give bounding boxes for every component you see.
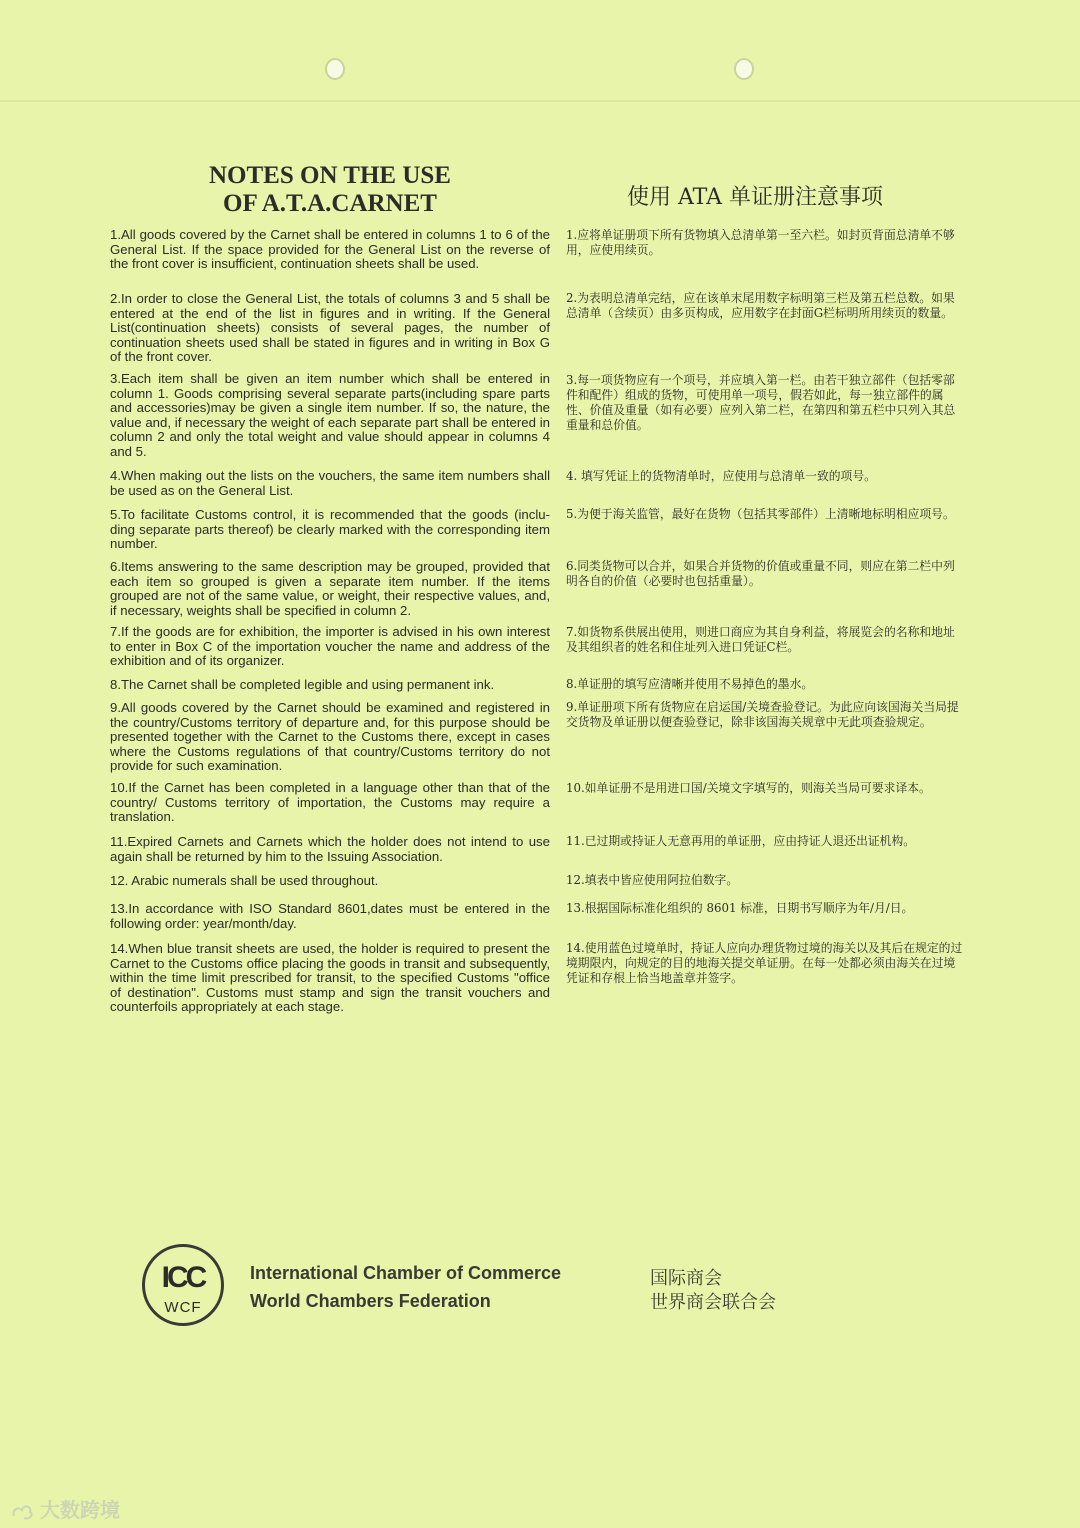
note-en-6: 6.Items answering to the same description may be grouped, provided that each item so grouped is given a separate item number. If the items grouped are not of the same value, or weight, their respective values, and, if necessary, weights shall be specified in column 2.: [110, 559, 550, 618]
note-cn-3: 3.每一项货物应有一个项号，并应填入第一栏。由若干独立部件（包括零部件和配件）组成的货物，可使用单一项号，假若如此，每一独立部件的属性、价值及重量（如有必要）应列入第二栏，在第四和第五栏中只列入其总重量和总价值。: [566, 373, 956, 432]
note-en-1: 1.All goods covered by the Carnet shall be entered in columns 1 to 6 of the General List. If the space provided for the General List on the reverse of the front cover is insufficient, continuation sheets shall be used.: [110, 227, 550, 272]
note-cn-12: 12.填表中皆应使用阿拉伯数字。: [566, 873, 739, 887]
org-name-en-2: World Chambers Federation: [250, 1291, 491, 1311]
logo-wcf-text: WCF: [164, 1299, 202, 1316]
note-cn-6: 6.同类货物可以合并，如果合并货物的价值或重量不同，则应在第二栏中列明各自的价值（必要时也包括重量）。: [566, 559, 955, 588]
note-cn-11: 11.已过期或持证人无意再用的单证册，应由持证人退还出证机构。: [566, 834, 916, 848]
note-cn-4: 4. 填写凭证上的货物清单时，应使用与总清单一致的项号。: [566, 469, 876, 483]
note-cn-7: 7.如货物系供展出使用，则进口商应为其自身利益，将展览会的名称和地址及其组织者的姓名和住址列入进口凭证C栏。: [566, 625, 955, 654]
note-cn-5: 5.为便于海关监管，最好在货物（包括其零部件）上清晰地标明相应项号。: [566, 507, 955, 521]
note-cn-13: 13.根据国际标准化组织的 8601 标准，日期书写顺序为年/月/日。: [566, 901, 914, 915]
title-en-line-1: NOTES ON THE USE: [209, 162, 451, 189]
title-cn: 使用 ATA 单证册注意事项: [626, 185, 884, 210]
note-cn-14: 14.使用蓝色过境单时，持证人应向办理货物过境的海关以及其后在规定的过境期限内，向规定的目的地海关提交单证册。在每一处都必须由海关在过境凭证和存根上恰当地盖章并签字。: [566, 941, 963, 985]
watermark: [10, 1494, 120, 1523]
watermark-logo-icon: [10, 1502, 36, 1522]
punch-hole-right: [734, 58, 754, 80]
org-name-en-1: International Chamber of Commerce: [250, 1263, 562, 1283]
logo-icc-text: ICC: [161, 1261, 205, 1294]
note-en-5: 5.To facilitate Customs control, it is recommended that the goods (inclu-ding separate parts thereof) be clearly marked with the corresponding item number.: [110, 507, 550, 552]
note-cn-10: 10.如单证册不是用进口国/关境文字填写的，则海关当局可要求译本。: [566, 781, 931, 795]
punch-hole-left: [325, 58, 345, 80]
note-en-11: 11.Expired Carnets and Carnets which the holder does not intend to use again shall be returned by him to the Issuing Association.: [110, 834, 550, 864]
note-en-14: 14.When blue transit sheets are used, the holder is required to present the Carnet to the Customs office placing the goods in transit and subsequently, within the time limit prescribed for transit, to the specified Customs "office of destination". Customs must stamp and sign the transit vouchers and counterfoils appropriately at each stage.: [110, 941, 550, 1015]
note-en-4: 4.When making out the lists on the vouchers, the same item numbers shall be used as on the General List.: [110, 468, 550, 498]
note-en-2: 2.In order to close the General List, the totals of columns 3 and 5 shall be entered at the end of the list in figures and in writing. If the General List(continuation sheets) consists of several pages, the number of continuation sheets used shall be stated in figures and in writing in Box G of the front cover.: [110, 291, 550, 365]
note-en-3: 3.Each item shall be given an item number which shall be entered in column 1. Goods comprising several separate parts(including spare parts and accessories)may be given a single item number. If so, the nature, the value and, if necessary the weight of each separate part shall be entered in column 2 and only the total weight and value should appear in columns 4 and 5.: [110, 371, 550, 459]
title-en-line-2: OF A.T.A.CARNET: [223, 190, 437, 217]
note-en-10: 10.If the Carnet has been completed in a language other than that of the country/ Customs territory of importation, the Customs may require a translation.: [110, 780, 550, 825]
note-en-9: 9.All goods covered by the Carnet should be examined and registered in the country/Customs territory of departure and, for this purpose should be presented together with the Carnet to the Customs there, except in cases where the Customs regulations of that country/Customs territory do not provide for such examination.: [110, 700, 550, 774]
note-cn-8: 8.单证册的填写应清晰并使用不易掉色的墨水。: [566, 677, 814, 691]
org-name-cn-1: 国际商会: [650, 1268, 722, 1289]
note-cn-1: 1.应将单证册项下所有货物填入总清单第一至六栏。如封页背面总清单不够用，应使用续页。: [566, 228, 955, 257]
note-en-12: 12. Arabic numerals shall be used throughout.: [110, 873, 379, 888]
org-name-cn-2: 世界商会联合会: [650, 1292, 776, 1313]
icc-wcf-logo: [142, 1244, 224, 1326]
note-cn-9: 9.单证册项下所有货物应在启运国/关境查验登记。为此应向该国海关当局提交货物及单证册以便查验登记，除非该国海关规章中无此项查验规定。: [566, 700, 959, 729]
note-cn-2: 2.为表明总清单完结，应在该单末尾用数字标明第三栏及第五栏总数。如果总清单（含续页）由多页构成，应用数字在封面G栏标明所用续页的数量。: [566, 291, 955, 320]
note-en-13: 13.In accordance with ISO Standard 8601,dates must be entered in the following order: year/month/day.: [110, 901, 550, 931]
watermark-text: 大数跨境: [40, 1498, 120, 1522]
title-en: [160, 162, 500, 218]
top-band: [0, 100, 1080, 102]
note-en-8: 8.The Carnet shall be completed legible and using permanent ink.: [110, 677, 495, 692]
note-en-7: 7.If the goods are for exhibition, the importer is advised in his own interest to enter in Box C of the importation voucher the name and address of the exhibition and of its organizer.: [110, 624, 550, 669]
